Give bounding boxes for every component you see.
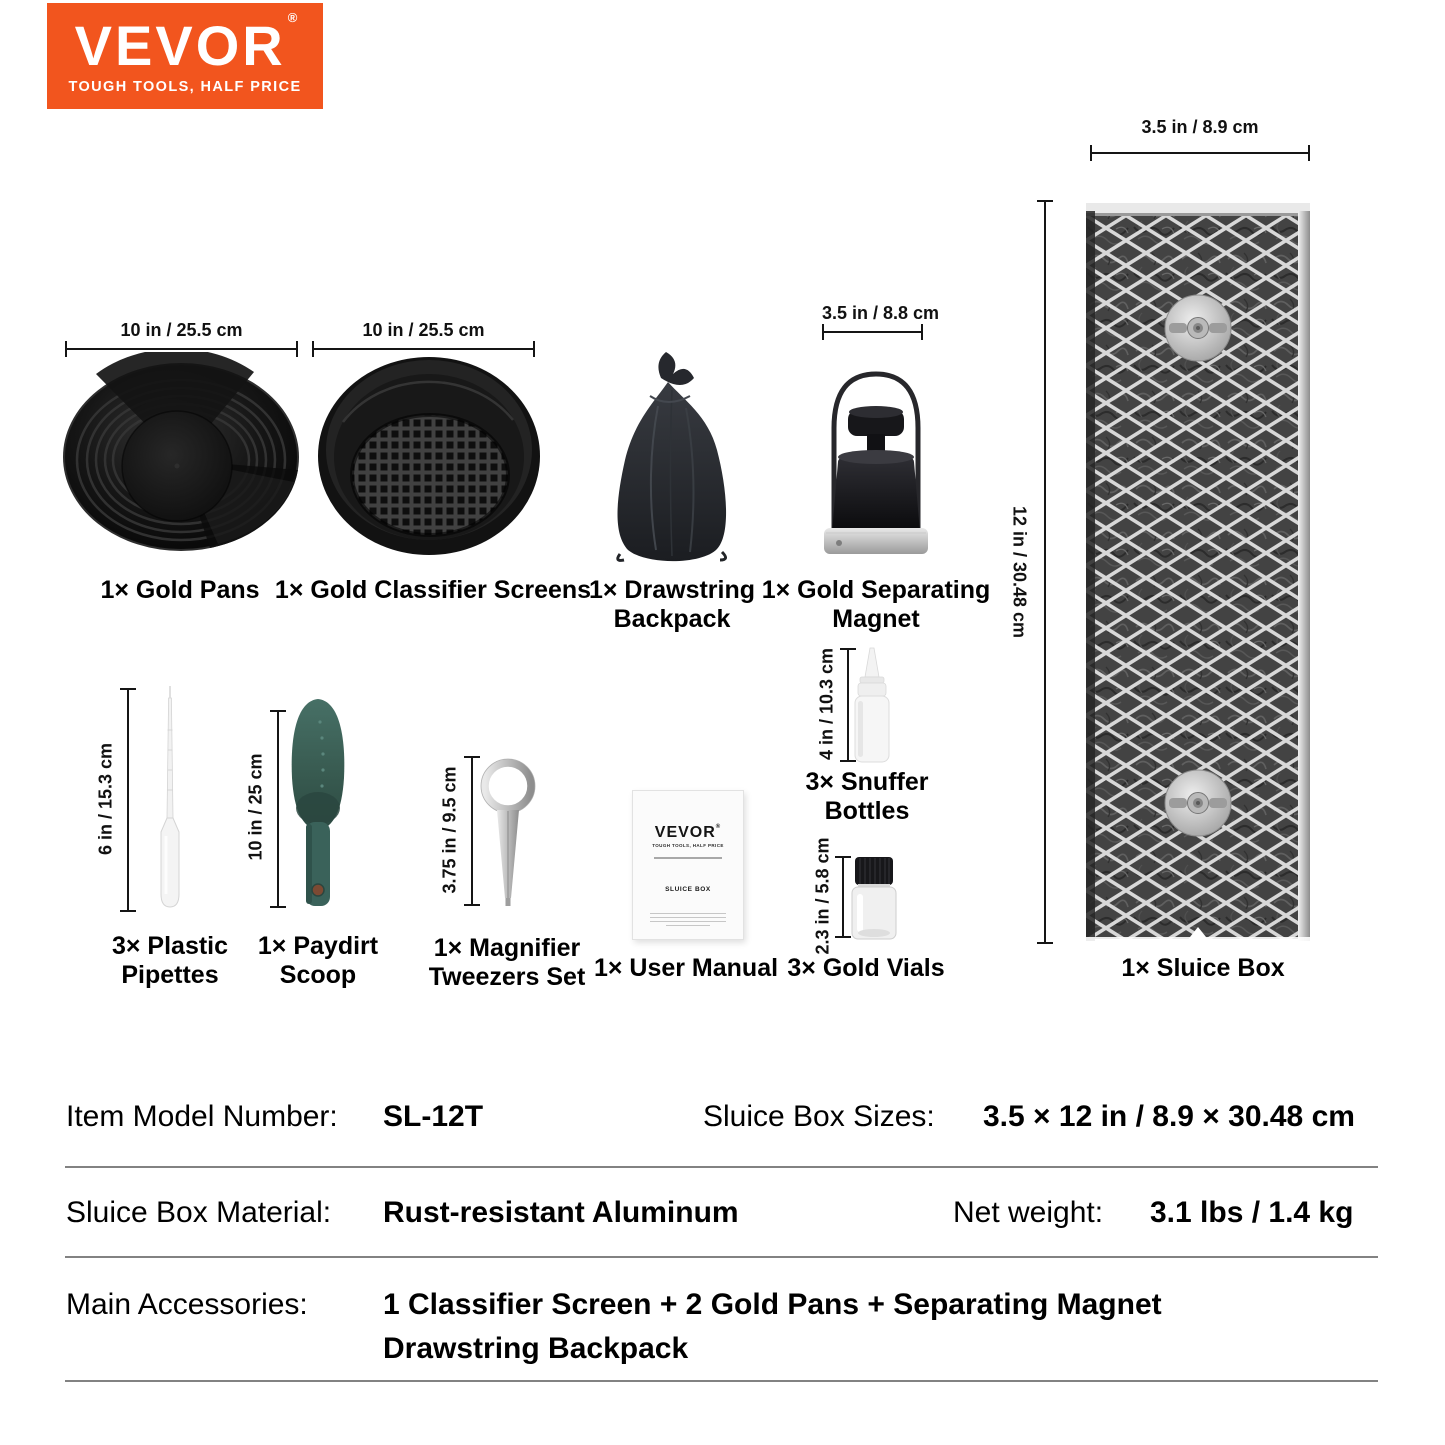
sluice-wing-nut-top <box>1165 295 1231 361</box>
classifier-image <box>313 352 548 564</box>
scoop-image <box>283 694 358 916</box>
spec-accessories-value-line1: 1 Classifier Screen + 2 Gold Pans + Separating Magnet <box>383 1288 1162 1321</box>
manual-tagline: TOUGH TOOLS, HALF PRICE <box>652 843 724 848</box>
magnet-dimension-line <box>822 331 923 333</box>
tweezers-dimension-line <box>471 756 473 906</box>
brand-tagline: TOUGH TOOLS, HALF PRICE <box>68 78 302 95</box>
spec-net-weight-value: 3.1 lbs / 1.4 kg <box>1150 1196 1354 1229</box>
backpack-label: 1× Drawstring Backpack <box>588 576 756 633</box>
user-manual-image <box>632 790 744 940</box>
sluice-width-dimension-line <box>1090 152 1310 154</box>
magnet-label: 1× Gold Separating Magnet <box>761 576 991 633</box>
scoop-label: 1× Paydirt Scoop <box>257 932 379 989</box>
snuffer-dimension-text: 4 in / 10.3 cm <box>816 647 837 761</box>
manual-fineprint-line <box>654 857 722 859</box>
brand-name: VEVOR ® <box>74 9 298 77</box>
sluice-box-label: 1× Sluice Box <box>1121 954 1285 982</box>
tweezers-image <box>478 748 548 912</box>
tweezers-dimension-text: 3.75 in / 9.5 cm <box>439 766 460 894</box>
gold-vials-label: 3× Gold Vials <box>787 954 945 982</box>
vial-dimension-line <box>842 856 844 938</box>
sluice-box-image <box>1086 203 1310 947</box>
vevor-logo <box>47 3 323 109</box>
spec-sluice-sizes-value: 3.5 × 12 in / 8.9 × 30.48 cm <box>983 1100 1355 1133</box>
registered-mark-icon: ® <box>287 9 298 25</box>
classifier-dimension-line <box>312 348 535 350</box>
snuffer-label: 3× Snuffer Bottles <box>805 768 929 825</box>
sluice-width-dimension-text: 3.5 in / 8.9 cm <box>1141 117 1259 137</box>
spec-divider-3 <box>65 1380 1378 1382</box>
pipettes-label: 3× Plastic Pipettes <box>111 932 229 989</box>
pipette-dimension-text: 6 in / 15.3 cm <box>95 742 116 856</box>
gold-pan-dimension-line <box>65 348 298 350</box>
vial-dimension-text: 2.3 in / 5.8 cm <box>812 837 833 955</box>
gold-pan-label: 1× Gold Pans <box>100 576 260 604</box>
manual-paragraph-lines <box>633 913 743 927</box>
sluice-wing-nut-bottom <box>1165 770 1231 836</box>
pipette-dimension-line <box>127 688 129 912</box>
backpack-image <box>598 348 748 570</box>
sluice-height-dimension-line <box>1044 200 1046 944</box>
spec-accessories-value-line2: Drawstring Backpack <box>383 1332 689 1365</box>
spec-item-model-value: SL-12T <box>383 1100 484 1133</box>
magnet-image <box>812 340 940 572</box>
gold-pan-image <box>58 352 308 562</box>
manual-title: SLUICE BOX <box>665 886 711 893</box>
spec-material-label: Sluice Box Material: <box>66 1196 332 1229</box>
scoop-dimension-line <box>277 710 279 908</box>
gold-vial-image <box>845 853 900 943</box>
sluice-height-dimension-text: 12 in / 30.48 cm <box>1009 505 1030 639</box>
spec-divider-1 <box>65 1166 1378 1168</box>
gold-pan-dimension-text: 10 in / 25.5 cm <box>120 320 243 340</box>
gold-pan-dimension <box>65 320 298 350</box>
manual-brand: VEVOR® <box>654 824 722 841</box>
spec-accessories-label: Main Accessories: <box>66 1288 308 1321</box>
classifier-label: 1× Gold Classifier Screens <box>274 576 592 604</box>
spec-material-value: Rust-resistant Aluminum <box>383 1196 739 1229</box>
tweezers-label: 1× Magnifier Tweezers Set <box>428 934 586 991</box>
spec-divider-2 <box>65 1256 1378 1258</box>
classifier-dimension-text: 10 in / 25.5 cm <box>362 320 485 340</box>
spec-net-weight-label: Net weight: <box>953 1196 1104 1229</box>
spec-item-model-label: Item Model Number: <box>66 1100 338 1133</box>
scoop-dimension-text: 10 in / 25 cm <box>245 753 266 861</box>
spec-sluice-sizes-label: Sluice Box Sizes: <box>703 1100 935 1133</box>
manual-registered-mark: ® <box>715 824 722 830</box>
sluice-width-dimension <box>1090 117 1310 154</box>
snuffer-bottle-image <box>843 645 898 767</box>
user-manual-label: 1× User Manual <box>593 954 779 982</box>
magnet-dimension-text: 3.5 in / 8.8 cm <box>822 303 940 323</box>
pipette-image <box>140 680 200 916</box>
magnet-dimension <box>822 303 940 333</box>
classifier-dimension <box>312 320 535 350</box>
